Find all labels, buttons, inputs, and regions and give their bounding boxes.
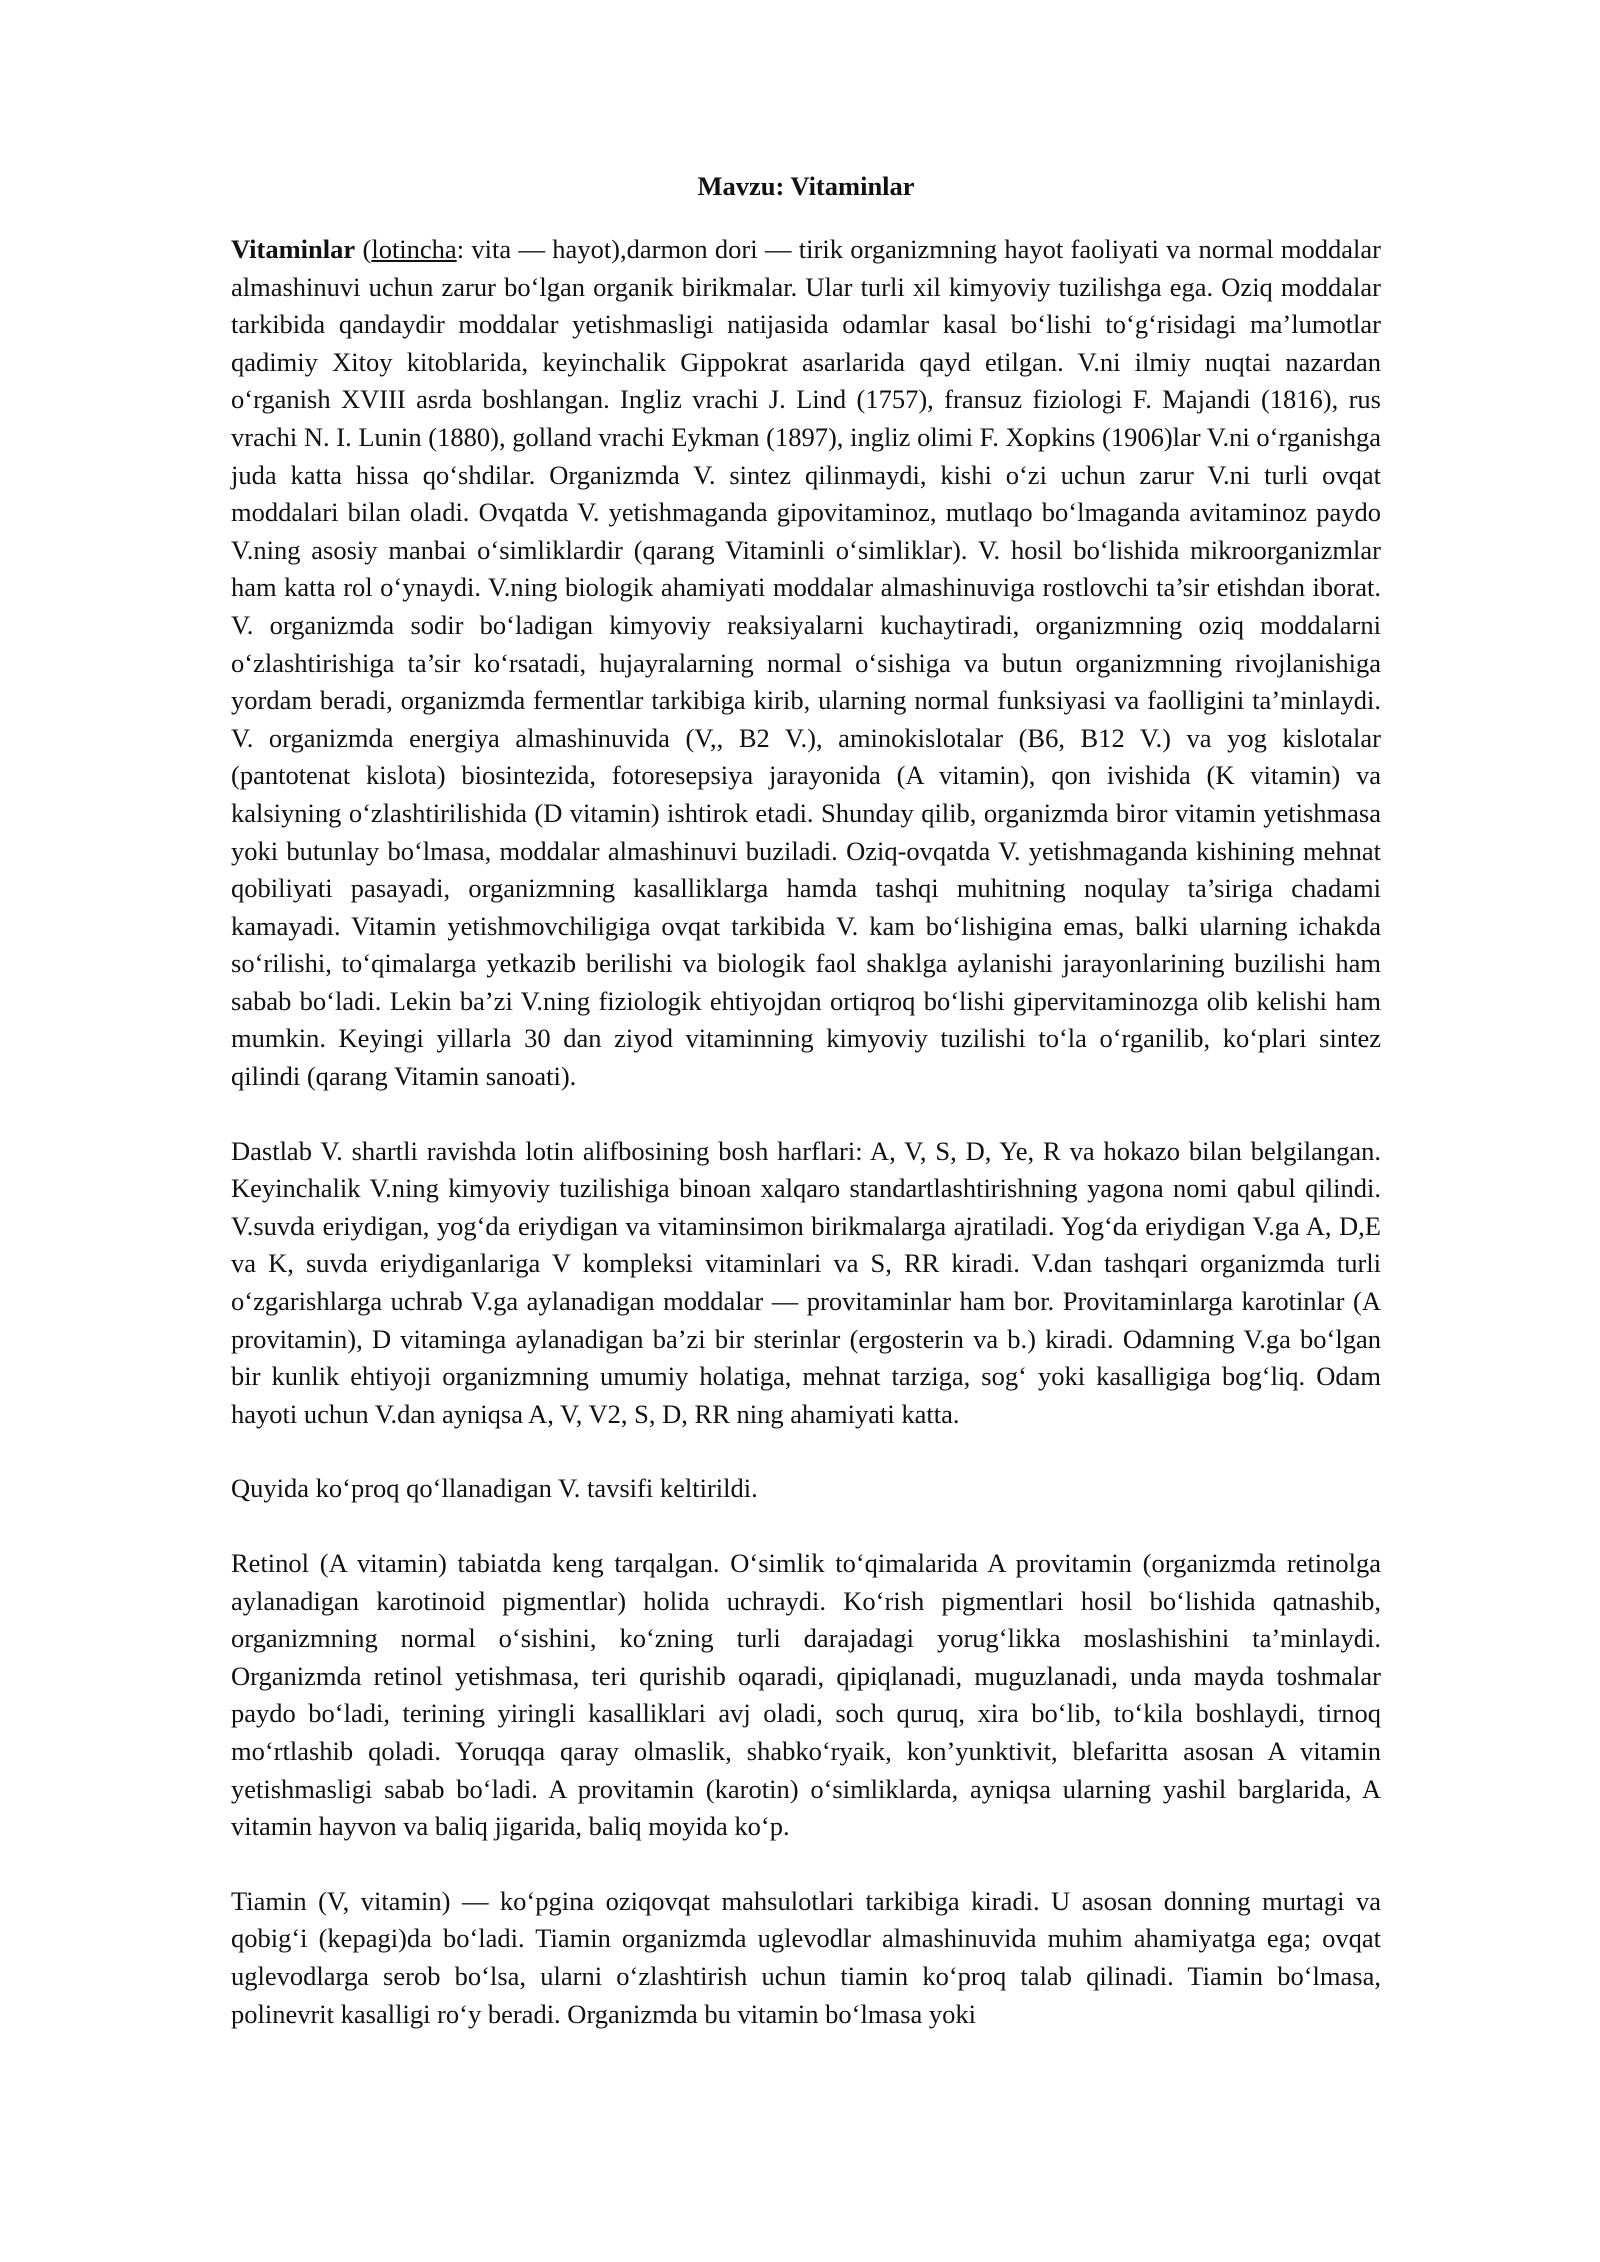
intro-text: : vita — hayot),darmon dori — tirik organizmning hayot faoliyati va normal moddalar almashinuvi uchun zarur bo‘lgan organik birikmalar. Ular turli xil kimyoviy tuzilishga ega. Oziq moddalar tarkibida qandaydir moddalar yetishmasligi natijasida odamlar kasal bo‘lishi to‘g‘risidagi ma’lumotlar qadimiy Xitoy kitoblarida, keyinchalik Gippokrat asarlarida qayd etilgan. V.ni ilmiy nuqtai nazardan o‘rganish XVIII asrda boshlangan. Ingliz vrachi J. Lind (1757), fransuz fiziologi F. Majandi (1816), rus vrachi N. I. Lunin (1880), golland vrachi Eykman (1897), ingliz olimi F. Xopkins (1906)lar V.ni o‘rganishga juda katta hissa qo‘shdilar. Organizmda V. sintez qilinmaydi, kishi o‘zi uchun zarur V.ni turli ovqat moddalari bilan oladi. Ovqatda V. yetishmaganda gipovitaminoz, mutlaqo bo‘lmaganda avitaminoz paydo V.ning asosiy manbai o‘simliklardir (qarang Vitaminli o‘simliklar). V. hosil bo‘lishida mikroorganizmlar ham katta rol o‘ynaydi. V.ning biologik ahamiyati moddalar almashinuviga rostlovchi ta’sir etishdan iborat. V. organizmda sodir bo‘ladigan kimyoviy reaksiyalarni kuchaytiradi, organizmning oziq moddalarni o‘zlashtirishiga ta’sir ko‘rsatadi, hujayralarning normal o‘sishiga va butun organizmning rivojlanishiga yordam beradi, organizmda fermentlar tarkibiga kirib, ularning normal funksiyasi va faolligini ta’minlaydi. V. organizmda energiya almashinuvida (V,, B2 V.), aminokislotalar (B6, B12 V.) va yog kislotalar (pantotenat kislota) biosintezida, fotoresepsiya jarayonida (A vitamin), qon ivishida (K vitamin) va kalsiyning o‘zlashtirilishida (D vitamin) ishtirok etadi. Shunday qilib, organizmda biror vitamin yetishmasa yoki butunlay bo‘lmasa, moddalar almashinuvi buziladi. Oziq-ovqatda V. yetishmaganda kishining mehnat qobiliyati pasayadi, organizmning kasalliklarga hamda tashqi muhitning noqulay ta’siriga chadami kamayadi. Vitamin yetishmovchiligiga ovqat tarkibida V. kam bo‘lishigina emas, balki ularning ichakda so‘rilishi, to‘qimalarga yetkazib berilishi va biologik faol shaklga aylanishi jarayonlarining buzilishi ham sabab bo‘ladi. Lekin ba’zi V.ning fiziologik ehtiyojdan ortiqroq bo‘lishi gipervitaminozga olib kelishi ham mumkin. Keyingi yillarla 30 dan ziyod vitaminning kimyoviy tuzilishi to‘la o‘rganilib, ko‘plari sintez qilindi (qarang Vitamin sanoati). — [231, 234, 1381, 1092]
paragraph-description-intro: Quyida ko‘proq qo‘llanadigan V. tavsifi keltirildi. — [231, 1473, 758, 1504]
intro-paragraph — [231, 231, 1381, 1096]
intro-term: Vitaminlar — [231, 234, 356, 264]
paragraph-tiamin: Tiamin (V, vitamin) — ko‘pgina oziqovqat mahsulotlari tarkibiga kiradi. U asosan donning murtagi va qobig‘i (kepagi)da bo‘ladi. Tiamin organizmda uglevodlar almashinuvida muhim ahamiyatga ega; ovqat uglevodlarga serob bo‘lsa, ularni o‘zlashtirish uchun tiamin ko‘proq talab qilinadi. Tiamin bo‘lmasa, polinevrit kasalligi ro‘y beradi. Organizmda bu vitamin bo‘lmasa yoki — [231, 1885, 1381, 2029]
intro-open-paren: ( — [355, 234, 372, 264]
document-page — [231, 168, 1381, 2070]
page-title: Mavzu: Vitaminlar — [697, 171, 915, 201]
lotincha-link[interactable]: lotincha — [371, 234, 457, 264]
paragraph-retinol: Retinol (A vitamin) tabiatda keng tarqalgan. O‘simlik to‘qimalarida A provitamin (organizmda retinolga aylanadigan karotinoid pigmentlar) holida uchraydi. Ko‘rish pigmentlari hosil bo‘lishida qatnashib, organizmning normal o‘sishini, ko‘zning turli darajadagi yorug‘likka moslashishini ta’minlaydi. Organizmda retinol yetishmasa, teri qurishib oqaradi, qipiqlanadi, muguzlanadi, unda mayda toshmalar paydo bo‘ladi, terining yiringli kasalliklari avj oladi, soch quruq, xira bo‘lib, to‘kila boshlaydi, tirnoq mo‘rtlashib qoladi. Yoruqqa qaray olmaslik, shabko‘ryaik, kon’yunktivit, blefaritta asosan A vitamin yetishmasligi sabab bo‘ladi. A provitamin (karotin) o‘simliklarda, ayniqsa ularning yashil barglarida, A vitamin hayvon va baliq jigarida, baliq moyida ko‘p. — [231, 1548, 1381, 1842]
paragraph-designations: Dastlab V. shartli ravishda lotin alifbosining bosh harflari: A, V, S, D, Ye, R va hokazo bilan belgilangan. Keyinchalik V.ning kimyoviy tuzilishiga binoan xalqaro standartlashtirishning yagona nomi qabul qilindi. V.suvda eriydigan, yog‘da eriydigan va vitaminsimon birikmalarga ajratiladi. Yog‘da eriydigan V.ga A, D,E va K, suvda eriydiganlariga V kompleksi vitaminlari va S, RR kiradi. V.dan tashqari organizmda turli o‘zgarishlarga uchrab V.ga aylanadigan moddalar — provitaminlar ham bor. Provitaminlarga karotinlar (A provitamin), D vitaminga aylanadigan ba’zi bir sterinlar (ergosterin va b.) kiradi. Odamning V.ga bo‘lgan bir kunlik ehtiyoji organizmning umumiy holatiga, mehnat tarziga, sog‘ yoki kasalligiga bog‘liq. Odam hayoti uchun V.dan ayniqsa A, V, V2, S, D, RR ning ahamiyati katta. — [231, 1135, 1381, 1429]
